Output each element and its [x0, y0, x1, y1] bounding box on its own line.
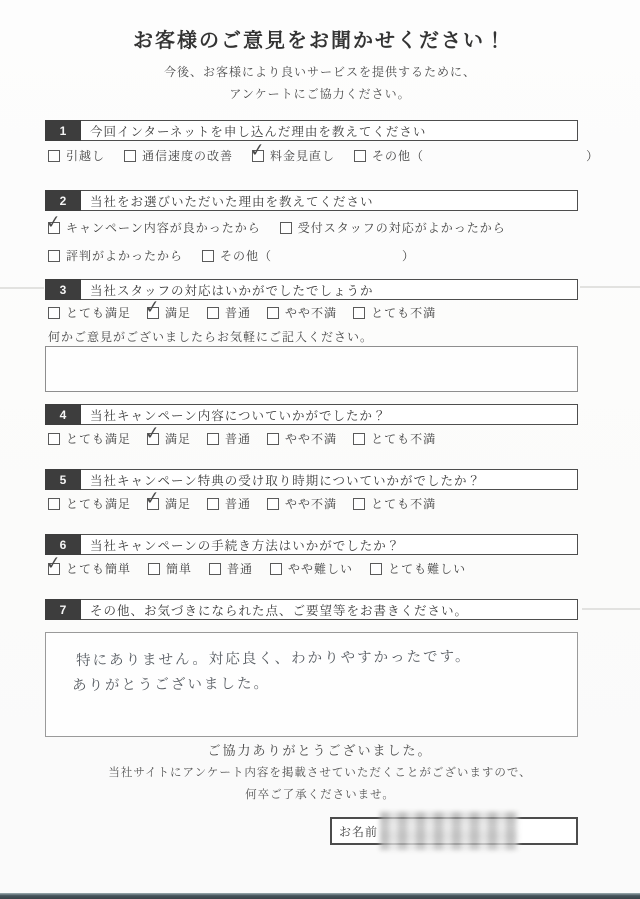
checkbox-label: やや不満 [285, 497, 338, 511]
checkbox-label: やや難しい [288, 562, 354, 576]
checkbox[interactable] [252, 150, 264, 162]
checkbox-label: キャンペーン内容が良かったから [66, 221, 261, 235]
checkbox[interactable] [353, 307, 365, 319]
option-other[interactable] [354, 147, 599, 164]
option-neutral[interactable] [207, 430, 251, 447]
checkbox-label: 料金見直し [270, 149, 336, 163]
option-very-easy[interactable] [48, 560, 131, 577]
checkbox-label: 受付スタッフの対応がよかったから [297, 221, 506, 235]
question-5-options [48, 496, 436, 511]
checkbox[interactable] [48, 498, 60, 510]
question-3-comment-box[interactable] [45, 346, 578, 392]
other-write-in-space[interactable] [278, 255, 396, 256]
question-1-bar [45, 120, 578, 141]
option-other[interactable] [202, 247, 415, 264]
checkbox[interactable] [354, 150, 366, 162]
checkbox[interactable] [48, 250, 60, 262]
question-3-text: 当社スタッフの対応はいかがでしたでしょうか [90, 283, 374, 298]
checkbox-label: とても不満 [371, 306, 437, 320]
question-4-number: 4 [45, 404, 81, 425]
checkbox[interactable] [48, 563, 60, 575]
checkbox[interactable] [353, 433, 365, 445]
checkbox[interactable] [147, 498, 159, 510]
question-2-options-row1 [48, 220, 506, 235]
question-1-options [48, 148, 599, 163]
option-campaign-good[interactable] [48, 219, 261, 236]
question-3-note: 何かご意見がございましたらお気軽にご記入ください。 [48, 330, 374, 344]
option-neutral[interactable] [209, 560, 253, 577]
option-satisfied[interactable] [147, 495, 191, 512]
page-subtitle-line1: 今後、お客様により良いサービスを提供するために、 [163, 65, 476, 79]
question-2-bar [45, 190, 578, 211]
option-somewhat-difficult[interactable] [270, 560, 353, 577]
scan-edge-artifact [0, 893, 640, 899]
option-moving[interactable] [48, 147, 105, 164]
checkbox-label: とても満足 [66, 432, 132, 446]
checkbox[interactable] [353, 498, 365, 510]
checkbox-label: とても簡単 [66, 562, 132, 576]
checkbox-label: とても不満 [371, 497, 437, 511]
option-speed-improvement[interactable] [124, 147, 233, 164]
checkbox-label: とても難しい [388, 562, 467, 576]
option-neutral[interactable] [207, 495, 251, 512]
checkbox-label: 簡単 [166, 562, 193, 576]
checkbox[interactable] [147, 307, 159, 319]
checkbox[interactable] [124, 150, 136, 162]
option-easy[interactable] [148, 560, 192, 577]
checkbox-label: 引越し [66, 149, 106, 163]
option-price-review[interactable] [252, 147, 335, 164]
checkbox-label: 満足 [165, 306, 192, 320]
checkbox-label: やや不満 [285, 306, 338, 320]
checkbox[interactable] [48, 307, 60, 319]
option-satisfied[interactable] [147, 304, 191, 321]
question-3-bar [45, 279, 578, 300]
paren-close: ） [586, 149, 600, 163]
option-very-satisfied[interactable] [48, 430, 131, 447]
question-2-text: 当社をお選びいただいた理由を教えてください [90, 194, 374, 209]
question-4-bar [45, 404, 578, 425]
checkbox-label: 普通 [225, 306, 252, 320]
question-6-number: 6 [45, 534, 81, 555]
checkbox-label: 評判がよかったから [66, 249, 184, 263]
thanks-message: ご協力ありがとうございました。 [207, 743, 433, 758]
option-very-dissatisfied[interactable] [353, 495, 436, 512]
option-very-satisfied[interactable] [48, 495, 131, 512]
option-very-difficult[interactable] [370, 560, 466, 577]
checkbox[interactable] [280, 222, 292, 234]
checkbox-label: その他（ [220, 249, 273, 263]
option-very-dissatisfied[interactable] [353, 304, 436, 321]
option-somewhat-dissatisfied[interactable] [267, 304, 337, 321]
question-6-options [48, 561, 466, 576]
option-very-dissatisfied[interactable] [353, 430, 436, 447]
handwritten-comment-line1: 特にありません。対応良く、わかりやすかったです。 [75, 648, 472, 670]
question-4-options [48, 431, 436, 446]
notice-line1: 当社サイトにアンケート内容を掲載させていただくことがございますので、 [108, 767, 532, 779]
handwritten-comment-line2: ありがとうございました。 [71, 675, 271, 695]
checkbox-label: とても不満 [371, 432, 437, 446]
question-2-number: 2 [45, 190, 81, 211]
question-3-number: 3 [45, 279, 81, 300]
option-staff-good[interactable] [280, 219, 506, 236]
checkbox-label: 普通 [227, 562, 254, 576]
question-5-number: 5 [45, 469, 81, 490]
question-1-text: 今回インターネットを申し込んだ理由を教えてください [90, 124, 427, 139]
checkbox[interactable] [267, 433, 279, 445]
checkbox[interactable] [209, 563, 221, 575]
checkbox[interactable] [370, 563, 382, 575]
name-label: お名前 [339, 824, 379, 839]
checkbox-label: やや不満 [285, 432, 338, 446]
option-satisfied[interactable] [147, 430, 191, 447]
checkbox-label: 普通 [225, 432, 252, 446]
option-very-satisfied[interactable] [48, 304, 131, 321]
checkbox[interactable] [48, 433, 60, 445]
checkbox[interactable] [267, 498, 279, 510]
question-3-options [48, 305, 436, 320]
checkbox[interactable] [48, 150, 60, 162]
checkbox-label: とても満足 [66, 306, 132, 320]
question-1-number: 1 [45, 120, 81, 141]
checkbox[interactable] [48, 222, 60, 234]
question-7-number: 7 [45, 599, 81, 620]
scan-streak [0, 287, 44, 289]
option-somewhat-dissatisfied[interactable] [267, 495, 337, 512]
checkbox[interactable] [147, 433, 159, 445]
checkbox[interactable] [202, 250, 214, 262]
notice-line2: 何卒ご了承くださいませ。 [245, 789, 395, 801]
redacted-name-value [380, 812, 518, 850]
question-6-bar [45, 534, 578, 555]
page-subtitle-line2: アンケートにご協力ください。 [229, 87, 411, 101]
checkbox-label: その他（ [372, 149, 425, 163]
option-reputation-good[interactable] [48, 247, 183, 264]
checkbox[interactable] [207, 498, 219, 510]
scan-streak [582, 608, 640, 610]
checkbox-label: とても満足 [66, 497, 132, 511]
other-write-in-space[interactable] [430, 155, 580, 156]
page-title: お客様のご意見をお聞かせください！ [133, 30, 507, 52]
question-4-text: 当社キャンペーン内容についていかがでしたか？ [90, 408, 387, 423]
scan-streak [580, 286, 640, 288]
name-field[interactable] [330, 817, 578, 845]
paren-close: ） [402, 249, 416, 263]
question-7-bar [45, 599, 578, 620]
checkbox[interactable] [207, 433, 219, 445]
checkbox-label: 普通 [225, 497, 252, 511]
question-5-text: 当社キャンペーン特典の受け取り時期についていかがでしたか？ [90, 473, 482, 488]
question-6-text: 当社キャンペーンの手続き方法はいかがでしたか？ [90, 538, 401, 553]
option-neutral[interactable] [207, 304, 251, 321]
checkbox[interactable] [148, 563, 160, 575]
checkbox-label: 通信速度の改善 [142, 149, 234, 163]
question-2-options-row2 [48, 248, 415, 263]
checkbox[interactable] [207, 307, 219, 319]
option-somewhat-dissatisfied[interactable] [267, 430, 337, 447]
question-7-text: その他、お気づきになられた点、ご要望等をお書きください。 [90, 603, 469, 618]
checkbox-label: 満足 [165, 432, 192, 446]
question-5-bar [45, 469, 578, 490]
checkbox-label: 満足 [165, 497, 192, 511]
checkbox[interactable] [270, 563, 282, 575]
question-7-comment-box[interactable] [45, 632, 578, 737]
checkbox[interactable] [267, 307, 279, 319]
